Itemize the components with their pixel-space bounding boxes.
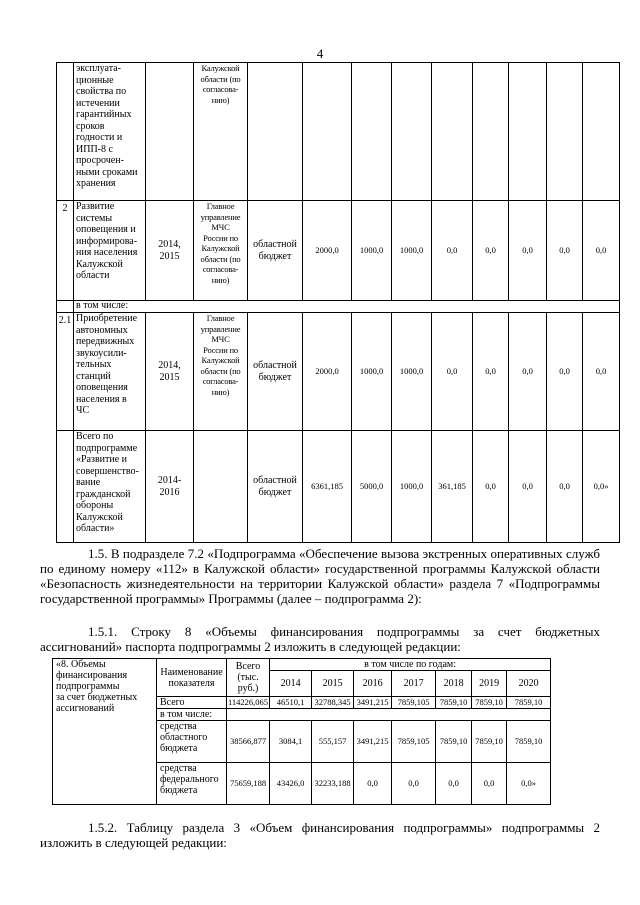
executor <box>194 431 248 543</box>
measure-name-line: станций <box>76 370 111 382</box>
measure-name-line: области» <box>76 523 115 534</box>
measure-name-line: области <box>76 270 110 281</box>
table-row <box>57 313 620 431</box>
funding-source: областной бюджет <box>248 431 303 543</box>
years-line: 2014- <box>157 475 182 486</box>
amount-cell <box>547 63 583 201</box>
measure-name-line: передвижных <box>76 336 135 347</box>
executor <box>194 201 248 301</box>
executor-line: области (по <box>200 73 241 84</box>
amount-cell: 0,0 <box>392 763 436 805</box>
amount-cell: 32233,188 <box>312 763 354 805</box>
paragraph-1-5-2: 1.5.2. Таблицу раздела 3 «Объем финансирования подпрограммы» подпрограммы 2 изложить в следующей редакции: <box>40 820 600 850</box>
amount-cell <box>352 63 392 201</box>
amount-cell: 0,0 <box>473 201 509 301</box>
year-header: 2019 <box>472 671 507 697</box>
table-row <box>57 301 620 313</box>
year-header: 2017 <box>392 671 436 697</box>
measure-name-line: ния населения <box>76 247 138 258</box>
measure-name-line: гарантийных <box>76 109 132 120</box>
measure-name-line: подпрограмме <box>76 442 138 454</box>
row-index: 2.1 <box>57 313 74 431</box>
measure-name <box>74 201 146 301</box>
measure-name-line: Калужской <box>76 258 123 270</box>
years <box>146 313 194 431</box>
amount-cell: 3491,215 <box>354 721 392 763</box>
total-cell: 38566,877 <box>227 721 270 763</box>
page-number: 4 <box>316 46 324 61</box>
measure-name-line: сроков <box>76 120 105 132</box>
measure-name-line: свойства по <box>76 86 127 97</box>
amount-cell: 0,0 <box>547 201 583 301</box>
measure-name-line: вание <box>76 477 101 488</box>
measure-name-line: автономных <box>76 324 128 336</box>
executor-line: Главное <box>206 201 235 211</box>
row-index <box>57 301 74 313</box>
measure-name-line: эксплуата- <box>76 63 121 74</box>
amount-cell: 0,0 <box>509 313 547 431</box>
amount-cell: 6361,185 <box>303 431 352 543</box>
amount-cell: 0,0 <box>354 763 392 805</box>
amount-cell: 0,0 <box>583 313 620 431</box>
executor-line: МЧС <box>211 222 230 232</box>
measure-name-line: Приобретение <box>76 313 138 324</box>
paragraph-1-5-1: 1.5.1. Строку 8 «Объемы финансирования подпрограммы за счет бюджетных ассигнований» паспорта подпрограммы 2 изложить в следующей редакции: <box>40 624 600 654</box>
amount-cell: 1000,0 <box>352 201 392 301</box>
executor-line: Калужской <box>201 243 240 253</box>
amount-cell: 0,0 <box>473 313 509 431</box>
years-line: 2014, <box>158 360 181 371</box>
measure-name-line: совершенство- <box>76 465 139 477</box>
executor <box>194 63 248 201</box>
amount-cell: 32788,345 <box>312 697 354 709</box>
amount-cell: 0,0 <box>509 431 547 543</box>
year-header: 2015 <box>312 671 354 697</box>
amount-cell: 1000,0 <box>392 201 432 301</box>
years-line: 2016 <box>159 486 180 498</box>
amount-cell: 0,0 <box>547 431 583 543</box>
amount-cell: 0,0 <box>432 313 473 431</box>
executor-line: управление <box>200 323 241 334</box>
amount-cell: 7859,10 <box>507 697 551 709</box>
executor-line: Главное <box>206 313 235 323</box>
measure-name-line: звукоусили- <box>76 347 127 359</box>
funding-source: областной бюджет <box>248 201 303 301</box>
executor-line: согласова- <box>202 376 239 386</box>
measure-name-line: оповещения и <box>76 224 136 235</box>
measure-name-line: просрочен- <box>76 155 124 166</box>
paragraph-1-5: 1.5. В подразделе 7.2 «Подпрограмма «Обеспечение вызова экстренных оперативных служб по единому номеру «112» в Калужской области» государственной программы Калужской области «Безопасность жизнедеятельности на территории Калужской области» раздела 7 «Подпрограммы государственной программы» Программы (далее – подпрограмма 2): <box>40 546 600 606</box>
row-index <box>57 431 74 543</box>
passport-row-label-line: за счет бюджетных <box>56 692 138 703</box>
measure-name-line: гражданской <box>76 488 131 500</box>
executor-line: согласова- <box>202 264 239 274</box>
amount-cell: 3491,215 <box>354 697 392 709</box>
measure-name-line: системы <box>76 212 113 224</box>
passport-row-label-line: подпрограммы <box>56 681 120 692</box>
amount-cell: 0,0 <box>583 201 620 301</box>
amount-cell: 361,185 <box>432 431 473 543</box>
executor-line: Калужской <box>201 355 240 365</box>
amount-cell <box>392 63 432 201</box>
measure-name <box>74 313 146 431</box>
amount-cell: 43426,0 <box>270 763 312 805</box>
amount-cell: 46510,1 <box>270 697 312 709</box>
executor-line: МЧС <box>211 334 230 344</box>
years <box>146 63 194 201</box>
passport-row-label-line: «8. Объемы <box>56 659 106 670</box>
funding-source: областной бюджет <box>248 313 303 431</box>
table-row <box>57 201 620 301</box>
executor-line: нию) <box>211 94 230 105</box>
year-header: 2018 <box>436 671 472 697</box>
row-index <box>57 63 74 201</box>
executor-line: нию) <box>211 274 230 285</box>
amount-cell: 0,0» <box>507 763 551 805</box>
executor-line: области (по <box>200 253 241 264</box>
amount-cell: 1000,0 <box>392 313 432 431</box>
amount-cell: 7859,105 <box>392 721 436 763</box>
amount-cell: 1000,0 <box>352 313 392 431</box>
amount-cell <box>583 63 620 201</box>
amount-cell: 0,0 <box>436 763 472 805</box>
header-total: Всего (тыс. руб.) <box>227 659 270 697</box>
total-cell: 75659,188 <box>227 763 270 805</box>
amount-cell: 1000,0 <box>392 431 432 543</box>
amount-cell: 7859,105 <box>392 697 436 709</box>
year-header: 2014 <box>270 671 312 697</box>
amount-cell: 2000,0 <box>303 313 352 431</box>
amount-cell: 7859,10 <box>507 721 551 763</box>
measure-name-line: информирова- <box>76 235 138 247</box>
table-row <box>57 63 620 201</box>
amount-cell: 0,0» <box>583 431 620 543</box>
passport-row-label <box>53 659 157 805</box>
amount-cell: 0,0 <box>509 201 547 301</box>
measure-name-line: ЧС <box>76 405 90 416</box>
measure-name-line: истечении <box>76 97 120 109</box>
indicator-name: средства федерального бюджета <box>157 763 227 805</box>
amount-cell <box>432 63 473 201</box>
measure-name-line: тельных <box>76 359 112 370</box>
measure-name-line: ными сроками <box>76 166 138 178</box>
table-row <box>57 431 620 543</box>
amount-cell: 7859,10 <box>472 697 507 709</box>
executor-line: Калужской <box>201 63 240 73</box>
years-line: 2015 <box>159 371 180 383</box>
years-line: 2014, <box>158 239 181 250</box>
measure-name-line: ИПП-8 с <box>76 143 113 155</box>
amount-cell: 0,0 <box>547 313 583 431</box>
executor-line: управление <box>200 211 241 222</box>
measure-name-line: годности и <box>76 132 123 143</box>
indicator-name: средства областного бюджета <box>157 721 227 763</box>
executor-line: нию) <box>211 386 230 397</box>
header-indicator-name: Наименование показателя <box>157 659 227 697</box>
amount-cell: 7859,10 <box>436 697 472 709</box>
amount-cell: 5000,0 <box>352 431 392 543</box>
executor-line: согласова- <box>202 84 239 94</box>
measure-name-line: ционные <box>76 74 114 86</box>
financing-table-top <box>56 62 620 543</box>
empty-cell <box>227 709 551 721</box>
year-header: 2016 <box>354 671 392 697</box>
measure-name-line: «Развитие и <box>76 454 128 465</box>
measure-name <box>74 431 146 543</box>
funding-source <box>248 63 303 201</box>
indicator-name: Всего <box>157 697 227 709</box>
total-cell: 114226,065 <box>228 697 269 707</box>
financing-table-passport <box>52 658 551 805</box>
measure-name-line: Всего по <box>76 431 114 442</box>
amount-cell: 0,0 <box>473 431 509 543</box>
amount-cell: 3084,1 <box>270 721 312 763</box>
measure-name-line: Развитие <box>76 201 115 212</box>
row-index: 2 <box>57 201 74 301</box>
amount-cell: 7859,10 <box>472 721 507 763</box>
executor-line: России по <box>203 232 238 243</box>
measure-name-line: хранения <box>76 178 116 189</box>
amount-cell: 555,157 <box>312 721 354 763</box>
measure-name <box>74 63 146 201</box>
amount-cell <box>303 63 352 201</box>
amount-cell: 0,0 <box>472 763 507 805</box>
year-header: 2020 <box>507 671 551 697</box>
executor-line: России по <box>203 344 238 355</box>
header-by-years: в том числе по годам: <box>270 659 551 671</box>
years <box>146 201 194 301</box>
amount-cell: 2000,0 <box>303 201 352 301</box>
amount-cell <box>473 63 509 201</box>
years <box>146 431 194 543</box>
executor-line: области (по <box>200 365 241 376</box>
header-row <box>53 659 551 671</box>
passport-row-label-line: ассигнований <box>56 703 115 714</box>
measure-name-line: Калужской <box>76 511 123 523</box>
passport-row-label-line: финансирования <box>56 670 128 681</box>
indicator-name: в том числе: <box>157 709 227 721</box>
amount-cell: 0,0 <box>432 201 473 301</box>
measure-name-line: оповещения <box>76 382 128 393</box>
amount-cell <box>509 63 547 201</box>
executor <box>194 313 248 431</box>
measure-name-line: обороны <box>76 500 114 511</box>
amount-cell: 7859,10 <box>436 721 472 763</box>
measure-name-line: населения в <box>76 393 127 405</box>
years-line: 2015 <box>159 250 180 262</box>
subheader-cell: в том числе: <box>74 301 620 313</box>
